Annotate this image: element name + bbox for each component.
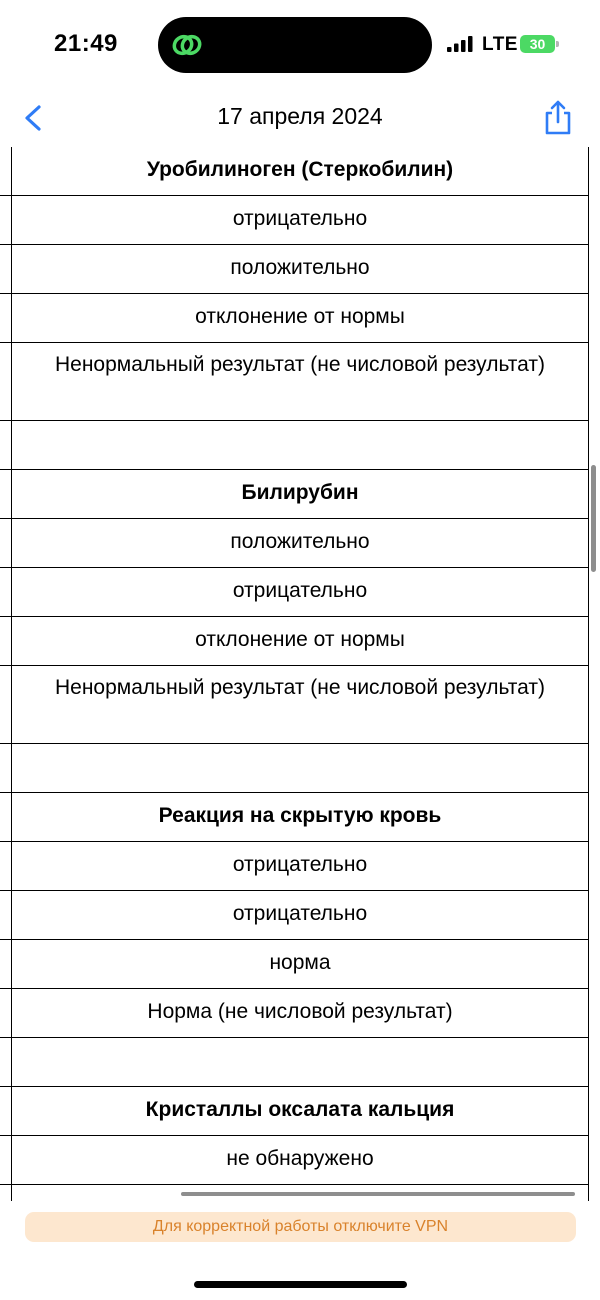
table-section-header: [0, 147, 589, 196]
table-row: [0, 294, 589, 343]
home-indicator[interactable]: [194, 1281, 407, 1288]
table-row: [0, 842, 589, 891]
table-row: [0, 617, 589, 666]
table-row: [0, 989, 589, 1038]
share-icon: [540, 98, 576, 138]
table-row: [0, 196, 589, 245]
table-section-header: [0, 470, 589, 519]
status-bar: [0, 0, 600, 90]
table-spacer-row: [0, 1038, 589, 1087]
vpn-warning-banner[interactable]: Для корректной работы отключите VPN: [25, 1212, 576, 1242]
horizontal-scrollbar[interactable]: [181, 1192, 575, 1196]
table-cell: отклонение от нормы: [195, 628, 405, 651]
link-icon: [170, 29, 204, 61]
table-cell: положительно: [230, 256, 370, 279]
table-row: [0, 245, 589, 294]
table-cell: положительно: [230, 530, 370, 553]
table-row: [0, 1136, 589, 1185]
table-cell: Реакция на скрытую кровь: [158, 804, 442, 827]
results-table[interactable]: [0, 147, 600, 1201]
table-cell: отрицательно: [232, 902, 368, 925]
table-row: [0, 666, 589, 744]
table-row: [0, 568, 589, 617]
dynamic-island: [158, 17, 432, 73]
table-row: [0, 519, 589, 568]
signal-icon: [447, 36, 475, 52]
table-cell: не обнаружено: [226, 1147, 374, 1170]
table-cell: отрицательно: [232, 579, 368, 602]
table-spacer-row: [0, 744, 589, 793]
table-row: [0, 891, 589, 940]
table-cell: Кристаллы оксалата кальция: [145, 1098, 455, 1121]
share-button[interactable]: [540, 98, 576, 138]
battery-icon: [520, 35, 558, 53]
table-cell: отрицательно: [232, 853, 368, 876]
table-cell: Уробилиноген (Стеркобилин): [146, 158, 454, 181]
table-cell: Норма (не числовой результат): [147, 1000, 453, 1023]
table-cell: отклонение от нормы: [195, 305, 405, 328]
table-cell: Ненормальный результат (не числовой результат): [54, 676, 545, 699]
vertical-scrollbar[interactable]: [591, 465, 596, 572]
status-time: 21:49: [54, 30, 118, 57]
table-spacer-row: [0, 421, 589, 470]
table-cell: норма: [269, 951, 331, 974]
battery-level: 30: [529, 36, 546, 52]
table-row: [0, 343, 589, 421]
page-title: 17 апреля 2024: [217, 103, 383, 129]
table-row: [0, 940, 589, 989]
network-label: LTE: [482, 34, 518, 55]
table-cell: Ненормальный результат (не числовой результат): [54, 353, 545, 376]
table-cell: Билирубин: [241, 481, 359, 504]
table-cell: отрицательно: [232, 207, 368, 230]
table-section-header: [0, 1087, 589, 1136]
nav-bar: [0, 90, 600, 146]
table-section-header: [0, 793, 589, 842]
